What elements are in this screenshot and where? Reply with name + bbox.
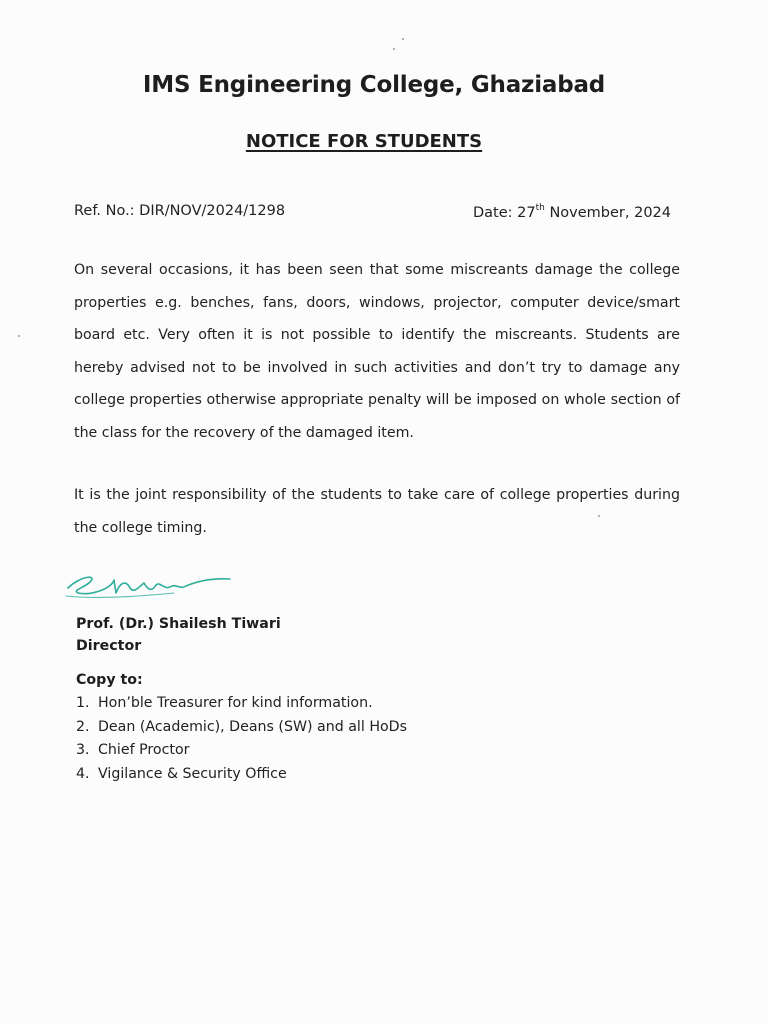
list-item-number: 3. bbox=[76, 742, 90, 758]
institution-title: IMS Engineering College, Ghaziabad bbox=[142, 72, 606, 98]
signatory-designation: Director bbox=[76, 638, 142, 654]
date-ordinal: th bbox=[535, 203, 545, 213]
signatory-block bbox=[76, 613, 281, 657]
list-item bbox=[76, 739, 407, 763]
notice-date bbox=[473, 203, 671, 221]
list-item-text: Vigilance & Security Office bbox=[98, 765, 287, 782]
signatory-name: Prof. (Dr.) Shailesh Tiwari bbox=[76, 616, 281, 632]
copy-to-heading: Copy to: bbox=[76, 672, 143, 688]
scan-speck bbox=[402, 38, 404, 40]
list-item-text: Dean (Academic), Deans (SW) and all HoDs bbox=[98, 718, 407, 735]
list-item bbox=[76, 716, 407, 740]
reference-number: Ref. No.: DIR/NOV/2024/1298 bbox=[74, 203, 286, 219]
notice-heading bbox=[0, 131, 728, 152]
notice-heading-text: NOTICE FOR STUDENTS bbox=[245, 131, 483, 152]
date-prefix: Date: 27 bbox=[473, 205, 536, 221]
scan-speck bbox=[393, 48, 395, 50]
list-item-text: Chief Proctor bbox=[98, 742, 190, 758]
list-item-number: 4. bbox=[76, 765, 90, 782]
list-item-number: 1. bbox=[76, 695, 90, 711]
copy-to-list bbox=[76, 692, 407, 786]
scan-speck bbox=[18, 335, 20, 337]
signature-stroke bbox=[68, 577, 230, 593]
list-item bbox=[76, 763, 407, 787]
list-item bbox=[76, 692, 407, 716]
notice-paragraph-2: It is the joint responsibility of the students to take care of college properties during the college timing. bbox=[74, 487, 680, 536]
date-rest: November, 2024 bbox=[544, 205, 672, 221]
list-item-number: 2. bbox=[76, 718, 90, 735]
director-signature bbox=[64, 566, 234, 602]
notice-paragraph-1: On several occasions, it has been seen that some miscreants damage the college properties e.g. benches, fans, doors, windows, projector, computer device/smart board etc. Very often it is not possible to identify the miscreants. Students are hereby advised not to be involved in such activities and don’t try to damage any college properties otherwise appropriate penalty will be imposed on whole section of the class for the recovery of the damaged item. bbox=[74, 262, 680, 441]
list-item-text: Hon’ble Treasurer for kind information. bbox=[98, 695, 373, 711]
